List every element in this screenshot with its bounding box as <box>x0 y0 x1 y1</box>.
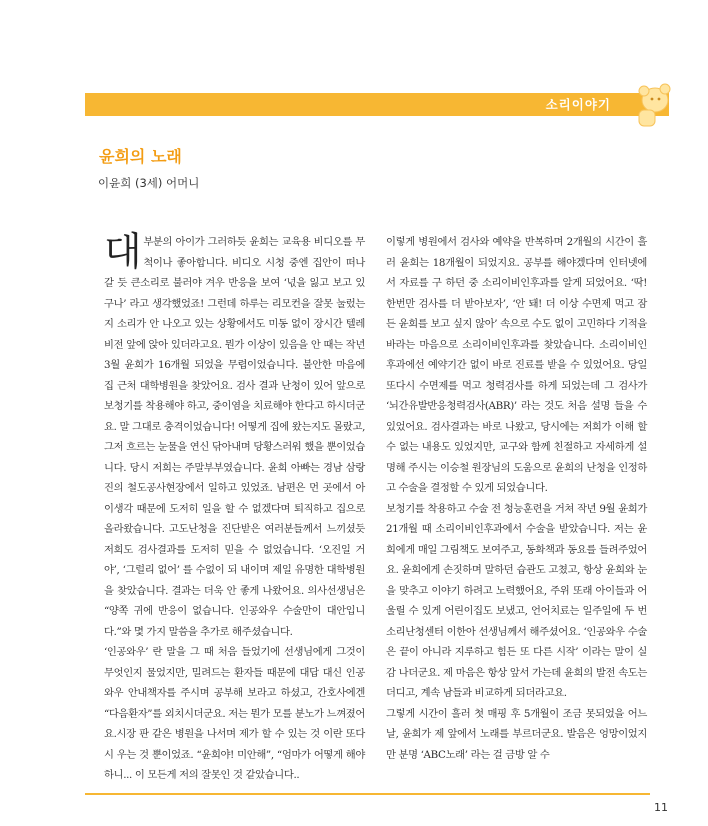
paragraph: 보청기를 착용하고 수술 전 청능훈련을 거쳐 작년 9월 윤희가 21개월 때 소리이비인후과에서 수술을 받았습니다. 저는 윤희에게 매일 그림책도 보여주고, 동화책과 동요를 들려주었어요. 윤희에게 손짓하며 말하던 습관도 고쳤고, 항상 윤희와 눈을 맞추고 이야기 하려고 노력했어요, 주위 또래 아이들과 어울릴 수 있게 어린이집도 보냈고, 언어치료는 일주일에 두 번 소리난청센터 이한아 선생님께서 해주셨어요. ‘인공와우 수술은 끝이 아니라 지루하고 힘든 또 다른 시작’ 이라는 말이 실감 나더군요. 제 마음은 항상 앞서 가는데 윤희의 발전 속도는 더디고, 계속 남들과 비교하게 되더라고요. <box>386 502 647 699</box>
page-number: 11 <box>654 801 668 814</box>
section-tag: 소리이야기 <box>545 97 611 112</box>
article-author: 이윤희 (3세) 어머니 <box>98 176 200 190</box>
left-column <box>104 232 365 786</box>
paragraph: ‘인공와우’ 란 말을 그 때 처음 들었기에 선생님에게 그것이 무엇인지 물었지만, 밀려드는 환자들 때문에 대답 대신 인공와우 안내책자를 주시며 공부해 보라고 하셨고, 간호사에겐 “다음환자”를 외치시더군요. 저는 뭔가 모를 분노가 느껴졌어요.시장 판 같은 병원을 나서며 제가 할 수 있는 것 이란 또다시 우는 것 뿐이었죠. “윤희야! 미안해”, “엄마가 어떻게 해야 하니... 이 모든게 저의 잘못인 것 같았습니다.. <box>104 646 365 781</box>
footer-rule <box>85 793 650 795</box>
section-header-bar <box>85 93 669 116</box>
paragraph-text: 부분의 아이가 그러하듯 윤희는 교육용 비디오를 무척이나 좋아합니다. 비디오 시청 중엔 집안이 떠나갈 듯 큰소리로 불러야 겨우 반응을 보여 ‘넋을 잃고 보고 있구나’ 라고 생각했었죠! 그런데 하루는 리모컨을 잘못 눌렀는지 소리가 안 나오고 있는 상황에서도 미동 없이 장시간 텔레비전 앞에 앉아 있더라고요. 뭔가 이상이 있음을 안 때는 작년 3월 윤희가 16개월 되었을 무렵이었습니다. 불안한 마음에 집 근처 대학병원을 찾았어요. 검사 결과 난청이 있어 앞으로 보청기를 착용해야 하고, 중이염을 치료해야 한다고 하시더군요. 말 그대로 충격이었습니다! 어떻게 집에 왔는지도 몰랐고, 그저 흐르는 눈물을 연신 닦아내며 당황스러워 했을 뿐이었습니다. 당시 저희는 주말부부였습니다. 윤희 아빠는 경남 삼랑진의 철도공사현장에서 일하고 있었죠. 남편은 먼 곳에서 아이생각 때문에 도저히 일을 할 수 없겠다며 퇴직하고 집으로 올라왔습니다. 고도난청을 진단받은 여러분들께서 느끼셨듯 저희도 검사결과를 도저히 믿을 수 없었습니다. ‘오진일 거야’, ‘그럴리 없어’ 를 수없이 되 내이며 제일 유명한 대학병원을 찾았습니다. 결과는 더욱 안 좋게 나왔어요. 의사선생님은 “양쪽 귀에 반응이 없습니다. 인공와우 수술만이 대안입니다.”와 몇 가지 말씀을 추가로 해주셨습니다. <box>104 236 365 638</box>
paragraph <box>104 232 365 642</box>
article-title: 윤희의 노래 <box>99 147 182 166</box>
right-column <box>386 232 647 765</box>
paragraph: 이렇게 병원에서 검사와 예약을 반복하며 2개월의 시간이 흘러 윤희는 18개월이 되었지요. 공부를 해야겠다며 인터넷에서 자료를 구 하던 중 소리이비인후과를 알게 되었어요. ‘딱! 한번만 검사를 더 받아보자’, ‘안 돼! 더 이상 수면제 먹고 잠든 윤희를 보고 싶지 않아’ 속으로 수도 없이 고민하다 기적을 바라는 마음으로 소리이비인후과를 찾았습니다. 소리이비인후과에선 예약기간 없이 바로 진료를 받을 수 있었어요. 당일 또다시 수면제를 먹고 청력검사를 하게 되었는데 그 검사가 ‘뇌간유발반응청력검사(ABR)’ 라는 것도 처음 설명 들을 수 있었어요. 검사결과는 바로 나왔고, 당시에는 저희가 이해 할 수 없는 내용도 있었지만, 교구와 함께 친절하고 자세하게 설명해 주시는 이승철 원장님의 도움으로 윤희의 난청을 인정하고 수술을 결정할 수 있게 되었습니다. <box>386 236 647 494</box>
child-illustration-icon <box>625 80 677 130</box>
paragraph: 그렇게 시간이 흘러 첫 매핑 후 5개월이 조금 못되었을 어느 날, 윤희가 제 앞에서 노래를 부르더군요. 발음은 엉망이었지만 분명 ‘ABC노래’ 라는 걸 금방 알 수 <box>386 707 647 761</box>
drop-cap: 대 <box>104 230 142 275</box>
